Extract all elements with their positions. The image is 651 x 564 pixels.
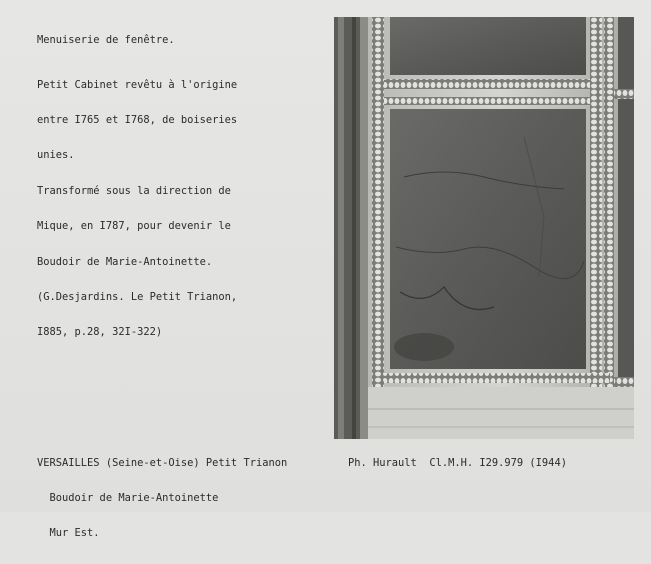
caption-line: (G.Desjardins. Le Petit Trianon, (37, 290, 238, 303)
caption-line: entre I765 et I768, de boiseries (37, 113, 238, 126)
location-line: VERSAILLES (Seine-et-Oise) Petit Trianon (37, 456, 288, 469)
caption-line: Mique, en I787, pour devenir le (37, 220, 231, 233)
caption-body (37, 56, 237, 363)
location-block (37, 434, 287, 564)
location-line: Boudoir de Marie-Antoinette (37, 491, 219, 504)
caption-line: Boudoir de Marie-Antoinette. (37, 255, 213, 268)
caption-line: unies. (37, 149, 75, 162)
caption-line: Transformé sous la direction de (37, 184, 231, 197)
photo-credit: Ph. Hurault Cl.M.H. I29.979 (I944) (348, 457, 567, 469)
caption-title: Menuiserie de fenêtre. (37, 34, 175, 46)
location-line: Mur Est. (37, 527, 100, 540)
caption-line: I885, p.28, 32I-322) (37, 326, 163, 339)
window-joinery-photo (334, 17, 634, 439)
photo-illustration (334, 17, 634, 439)
caption-line: Petit Cabinet revêtu à l'origine (37, 78, 238, 91)
